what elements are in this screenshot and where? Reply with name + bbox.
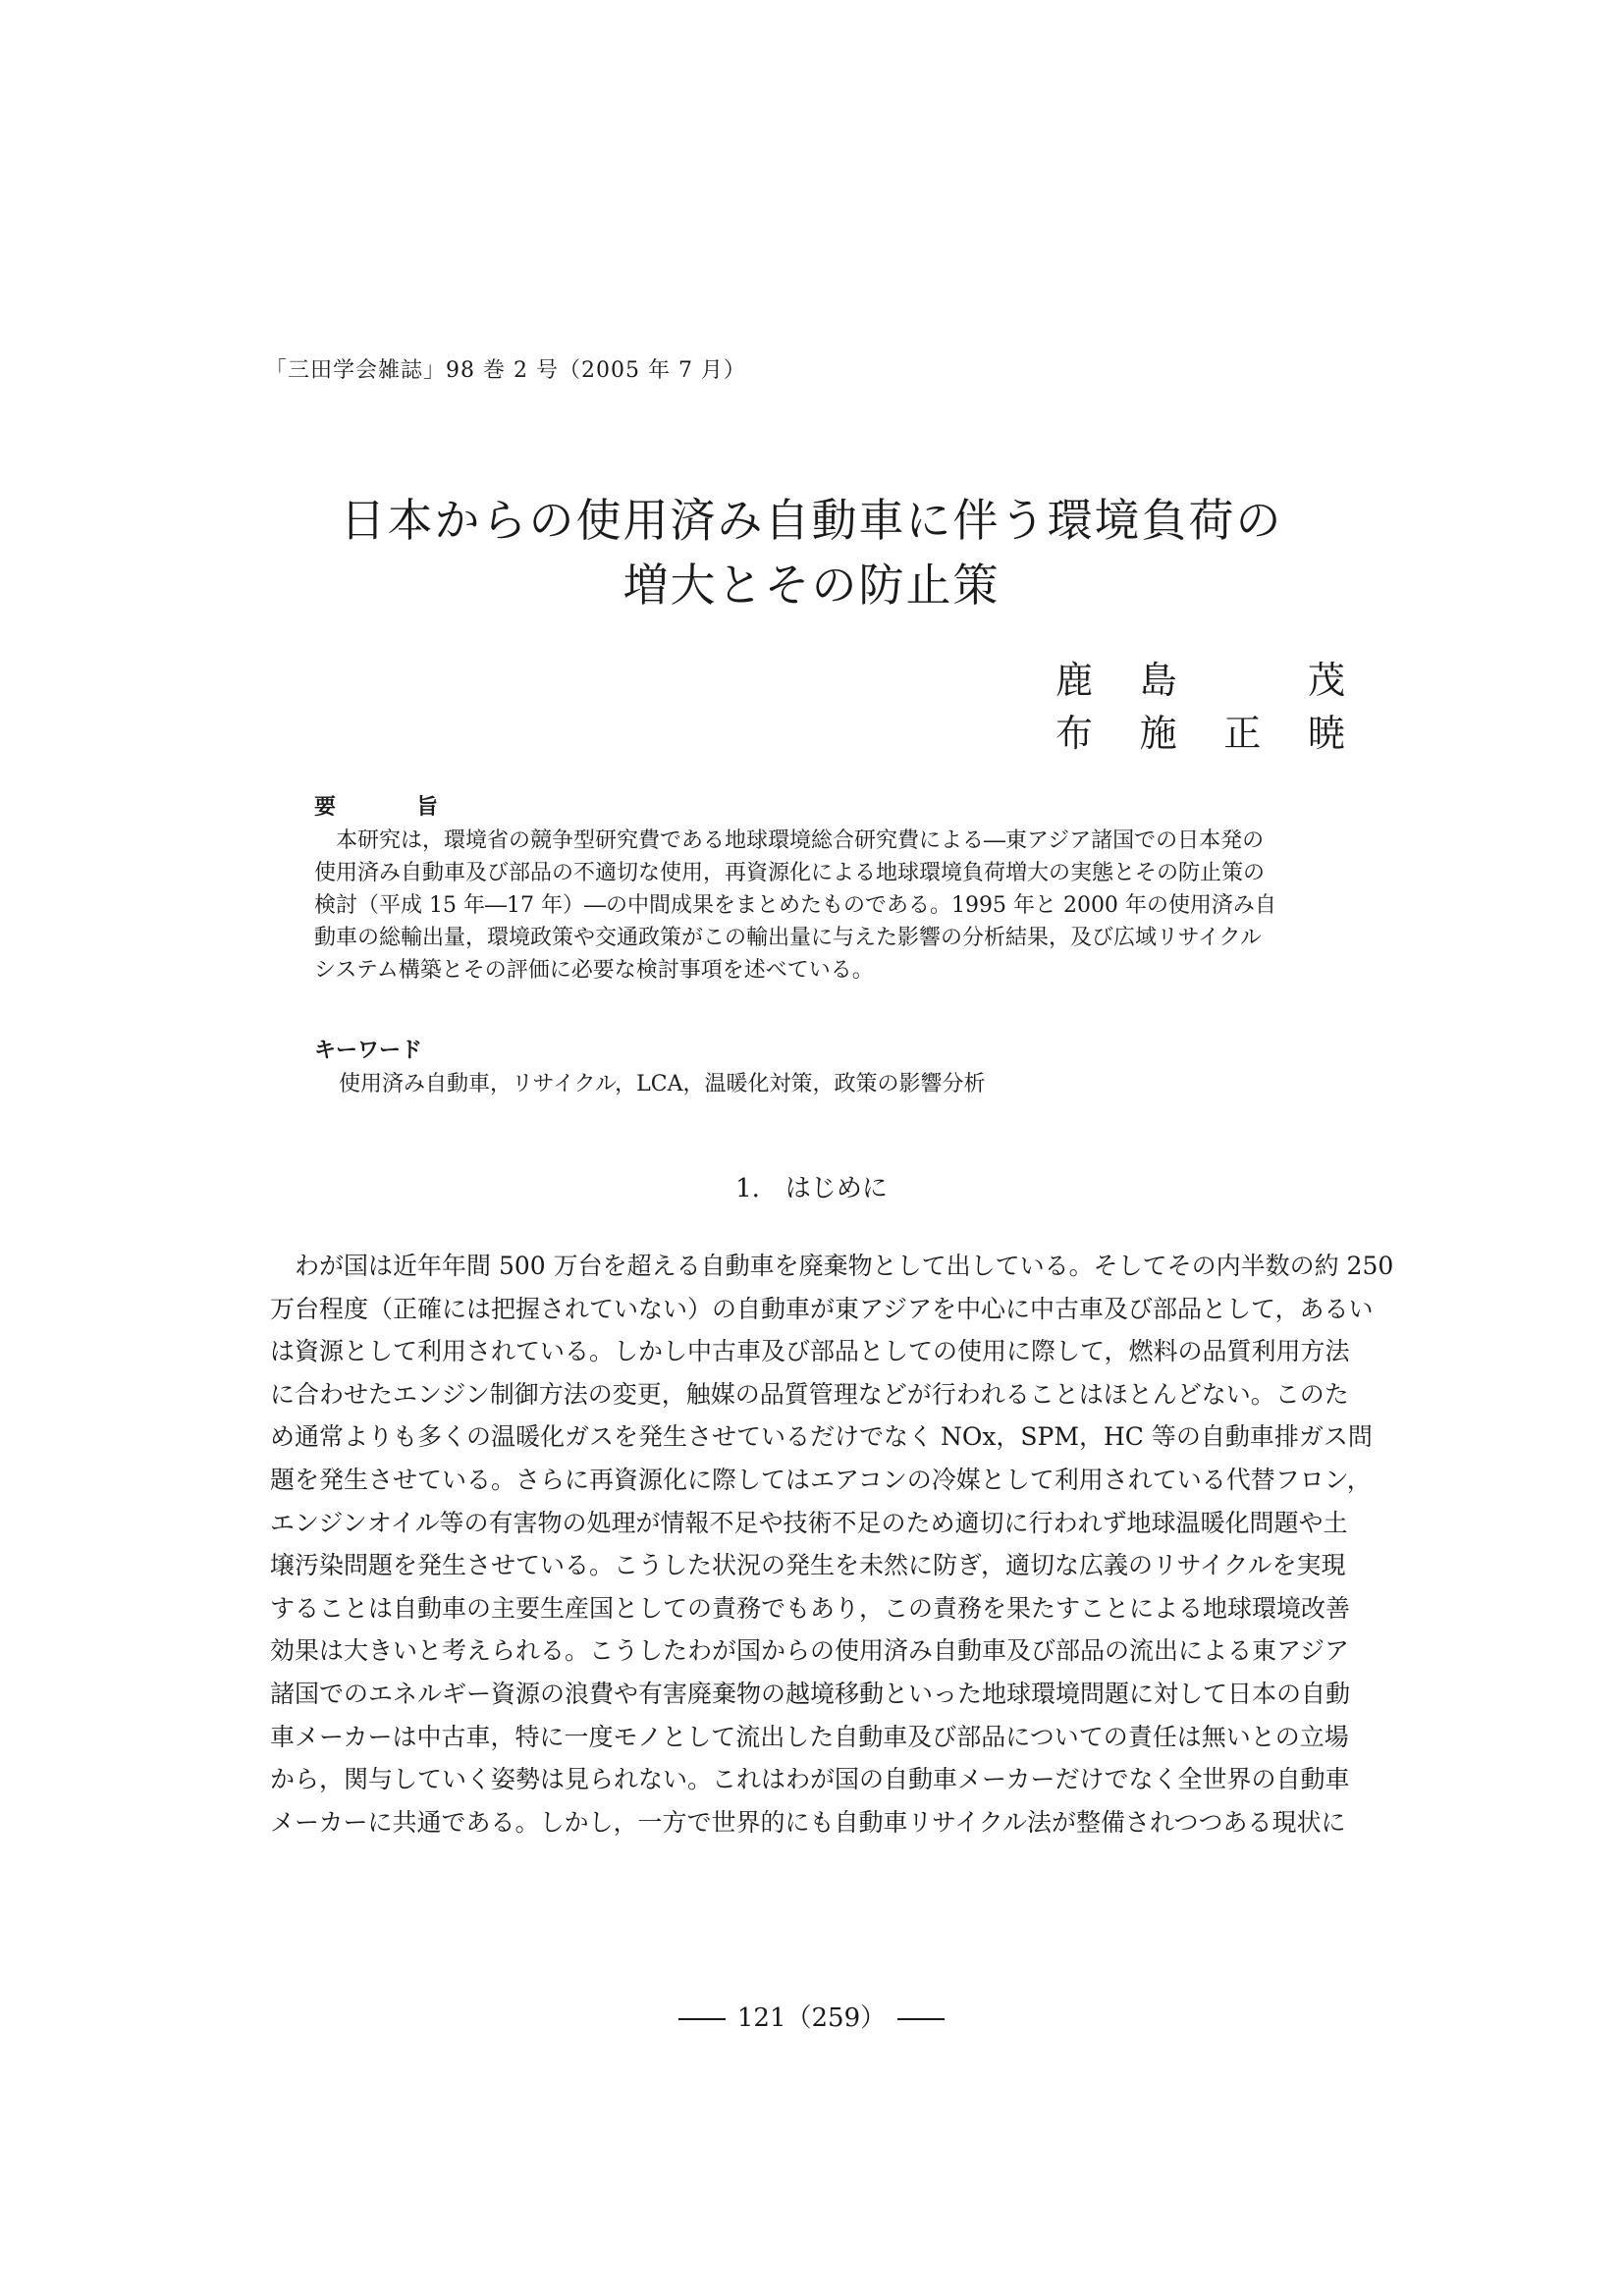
body-line: わが国は近年年間 500 万台を超える自動車を廃棄物として出している。そしてその内半数の約 250	[270, 1252, 1394, 1280]
page-number-text: 121（259）	[736, 2003, 887, 2033]
page-number-right-rule	[897, 2018, 945, 2020]
author-2	[1055, 709, 1345, 758]
body-line: 効果は大きいと考えられる。こうしたわが国からの使用済み自動車及び部品の流出による東アジア	[270, 1636, 1350, 1666]
page-number-left-rule	[678, 2018, 726, 2020]
body-text	[270, 1245, 1394, 1843]
abstract-line: 本研究は，環境省の競争型研究費である地球環境総合研究費による―東アジア諸国での日本発の	[314, 828, 1265, 853]
author-1-char-2: 島	[1139, 659, 1177, 702]
body-line: から，関与していく姿勢は見られない。これはわが国の自動車メーカーだけでなく全世界の自動車	[270, 1765, 1350, 1794]
abstract-heading: 要 旨	[314, 794, 468, 820]
body-line: め通常よりも多くの温暖化ガスを発生させているだけでなく NOx，SPM，HC 等の自動車排ガス問	[270, 1422, 1373, 1452]
body-line: メーカーに共通である。しかし，一方で世界的にも自動車リサイクル法が整備されつつある現状に	[270, 1807, 1346, 1837]
abstract-line: 検討（平成 15 年―17 年）―の中間成果をまとめたものである。1995 年と 2000 年の使用済み自	[314, 893, 1276, 918]
body-line: エンジンオイル等の有害物の処理が情報不足や技術不足のため適切に行われず地球温暖化問題や土	[270, 1508, 1348, 1537]
author-2-char-1: 布	[1055, 712, 1094, 755]
body-line: 題を発生させている。さらに再資源化に際してはエアコンの冷媒として利用されている代替フロン，	[270, 1465, 1372, 1494]
paper-title-line-1: 日本からの使用済み自動車に伴う環境負荷の	[340, 494, 1283, 547]
body-line: 万台程度（正確には把握されていない）の自動車が東アジアを中心に中古車及び部品として，あるい	[270, 1294, 1374, 1323]
author-2-char-3: 正	[1223, 712, 1262, 755]
abstract-body	[314, 825, 1340, 987]
keywords-heading: キーワード	[314, 1038, 423, 1063]
body-line: 諸国でのエネルギー資源の浪費や有害廃棄物の越境移動といった地球環境問題に対して日本の自動	[270, 1679, 1351, 1708]
body-line: に合わせたエンジン制御方法の変更，触媒の品質管理などが行われることはほとんどない。このた	[270, 1379, 1349, 1409]
keywords-list: 使用済み自動車，リサイクル，LCA，温暖化対策，政策の影響分析	[339, 1072, 986, 1096]
author-1-char-1: 鹿	[1055, 659, 1094, 702]
body-line: 壌汚染問題を発生させている。こうした状況の発生を未然に防ぎ，適切な広義のリサイクルを実現	[270, 1551, 1346, 1580]
body-line: は資源として利用されている。しかし中古車及び部品としての使用に際して，燃料の品質利用方法	[270, 1337, 1350, 1366]
paper-title-line-2: 増大とその防止策	[622, 559, 1001, 612]
author-1-char-4: 茂	[1307, 659, 1345, 702]
abstract-line: 使用済み自動車及び部品の不適切な使用，再資源化による地球環境負荷増大の実態とその防止策の	[314, 861, 1266, 885]
abstract-line: システム構築とその評価に必要な検討事項を述べている。	[314, 958, 874, 983]
page-number	[0, 1998, 1623, 2034]
body-line: 車メーカーは中古車，特に一度モノとして流出した自動車及び部品についての責任は無いとの立場	[270, 1722, 1349, 1751]
abstract-line: 動車の総輸出量，環境政策や交通政策がこの輸出量に与えた影響の分析結果，及び広域リサイクル	[314, 926, 1262, 950]
body-line: することは自動車の主要生産国としての責務でもあり，この責務を果たすことによる地球環境改善	[270, 1593, 1351, 1623]
author-1	[1055, 656, 1345, 705]
section-heading: 1. はじめに	[735, 1174, 888, 1203]
author-2-char-2: 施	[1139, 712, 1177, 755]
author-2-char-4: 暁	[1307, 712, 1345, 755]
journal-reference: 「三田学会雑誌」98 巻 2 号（2005 年 7 月）	[265, 358, 746, 383]
